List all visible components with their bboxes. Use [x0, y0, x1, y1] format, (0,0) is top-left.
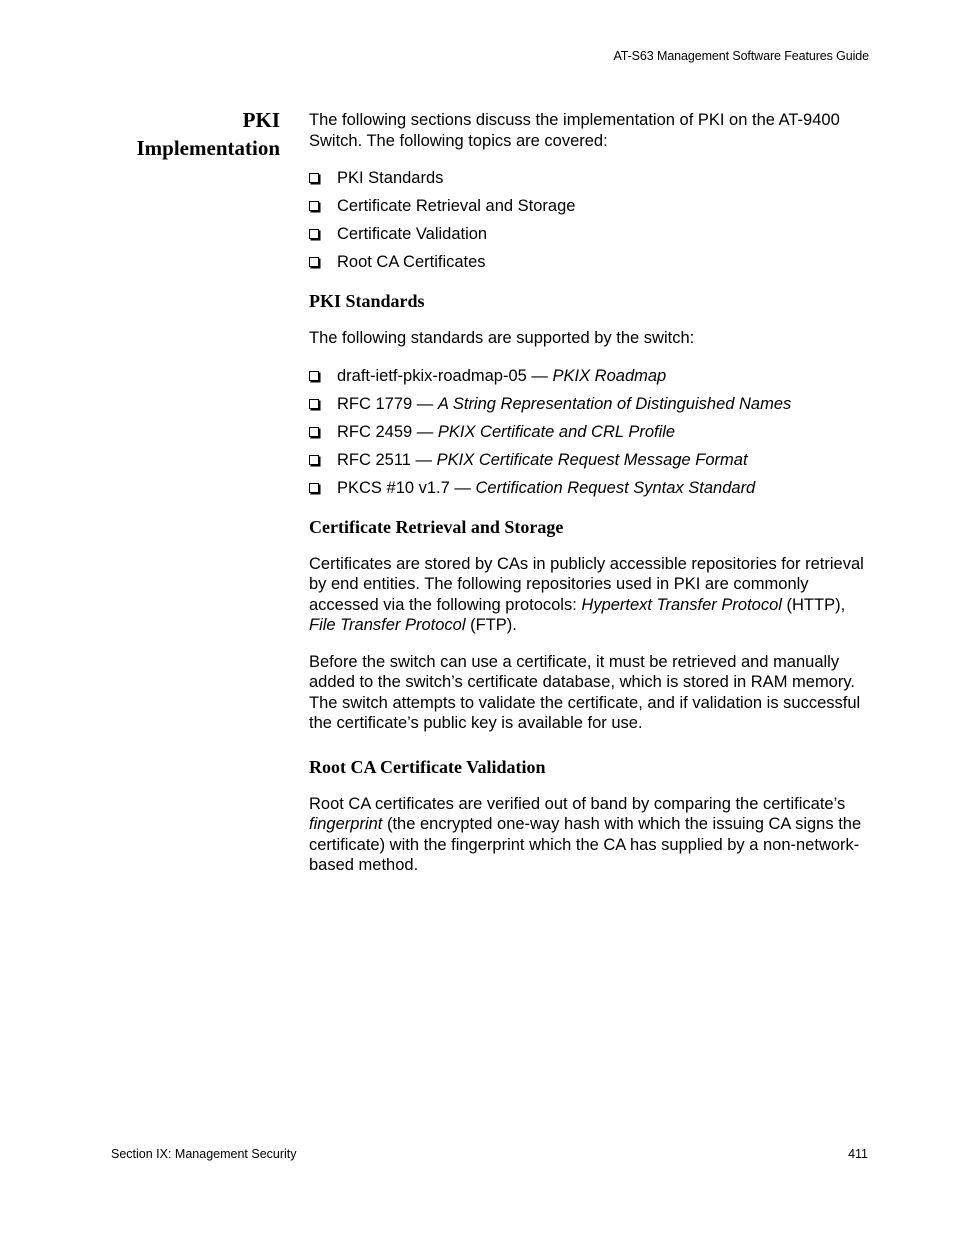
root-ca-heading: Root CA Certificate Validation — [309, 756, 546, 777]
checkbox-bullet-icon — [309, 229, 319, 239]
emphasis-ftp: File Transfer Protocol — [309, 616, 466, 634]
text-run: (FTP). — [465, 616, 517, 634]
standard-id: RFC 2459 — — [337, 422, 438, 441]
retrieval-heading: Certificate Retrieval and Storage — [309, 516, 564, 537]
checkbox-bullet-icon — [309, 201, 319, 211]
page-number: 411 — [848, 1147, 868, 1161]
retrieval-paragraph-2: Before the switch can use a certificate, it must be retrieved and manually added to the switch’s certificate database, which is stored in RAM memory. The switch attempts to validate the certificate, and if validation is successful the certificate’s public key is available for use. — [309, 652, 861, 732]
list-item-text: Root CA Certificates — [337, 253, 486, 271]
list-item-text: Certificate Validation — [337, 225, 488, 243]
checkbox-bullet-icon — [309, 399, 319, 409]
list-item — [309, 450, 871, 478]
intro-paragraph: The following sections discuss the implementation of PKI on the AT-9400 Switch. The following topics are covered: — [309, 111, 840, 150]
standard-title: Certification Request Syntax Standard — [475, 478, 756, 497]
standard-id: draft-ietf-pkix-roadmap-05 — — [337, 366, 553, 385]
standards-list — [309, 366, 871, 506]
emphasis-http: Hypertext Transfer Protocol — [581, 595, 782, 614]
list-item-text: PKI Standards — [337, 169, 444, 187]
list-item-text: Certificate Retrieval and Storage — [337, 197, 576, 215]
standard-title: PKIX Certificate and CRL Profile — [437, 422, 676, 441]
list-item — [309, 478, 871, 506]
list-item — [309, 196, 871, 224]
list-item — [309, 394, 871, 422]
checkbox-bullet-icon — [309, 483, 319, 493]
root-ca-paragraph — [309, 794, 871, 876]
pki-standards-intro: The following standards are supported by the switch: — [309, 329, 695, 347]
list-item — [309, 252, 871, 280]
standard-title: A String Representation of Distinguished Names — [437, 394, 792, 413]
list-item — [309, 366, 871, 394]
standard-title: PKIX Roadmap — [552, 366, 667, 385]
section-heading — [100, 106, 280, 162]
section-heading-line1: PKI — [242, 108, 280, 132]
text-run: (the encrypted one-way hash with which the issuing CA signs the certificate) with the fingerprint which the CA has supplied by a non-network-based method. — [309, 815, 862, 874]
section-heading-line2: Implementation — [136, 136, 280, 160]
retrieval-paragraph-1 — [309, 554, 871, 636]
footer-section-label: Section IX: Management Security — [111, 1147, 297, 1161]
checkbox-bullet-icon — [309, 371, 319, 381]
checkbox-bullet-icon — [309, 257, 319, 267]
text-run: Root CA certificates are verified out of band by comparing the certificate’s — [309, 794, 846, 813]
running-header: AT-S63 Management Software Features Guide — [613, 49, 869, 63]
standard-id: PKCS #10 v1.7 — — [337, 478, 476, 497]
topics-list — [309, 168, 871, 280]
text-run: Certificates are stored by CAs in publicly accessible repositories for retrieval by end entities. The following repositories used in PKI are commonly accessed via the following protocols: — [309, 554, 864, 614]
checkbox-bullet-icon — [309, 455, 319, 465]
list-item — [309, 224, 871, 252]
standard-title: PKIX Certificate Request Message Format — [436, 450, 748, 469]
text-run: (HTTP), — [781, 595, 846, 614]
standard-id: RFC 1779 — — [337, 394, 438, 413]
emphasis-fingerprint: fingerprint — [309, 815, 383, 833]
list-item — [309, 168, 871, 196]
checkbox-bullet-icon — [309, 427, 319, 437]
pki-standards-heading: PKI Standards — [309, 291, 425, 311]
body-column — [309, 110, 871, 876]
standard-id: RFC 2511 — — [337, 450, 437, 469]
list-item — [309, 422, 871, 450]
checkbox-bullet-icon — [309, 173, 319, 183]
